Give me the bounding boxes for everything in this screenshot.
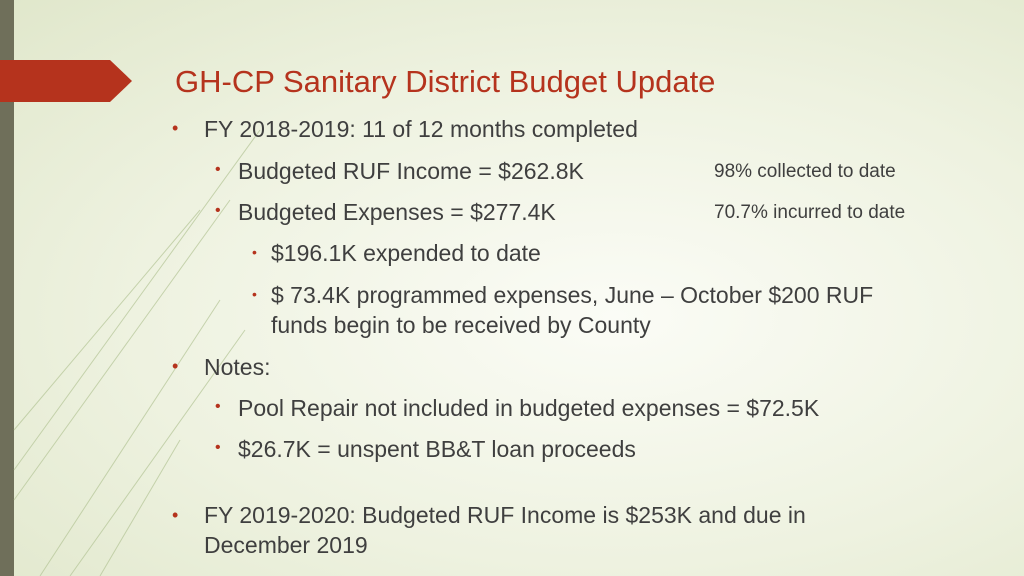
fy2018-heading: FY 2018-2019: 11 of 12 months completed	[204, 116, 638, 142]
income-note: 98% collected to date	[714, 161, 896, 182]
programmed-line-1: $ 73.4K programmed expenses, June – October $200 RUF	[271, 282, 874, 308]
fy2019-line-1: FY 2019-2020: Budgeted RUF Income is $253K and due in	[204, 502, 806, 528]
bullet-icon: •	[172, 505, 179, 525]
bullet-icon: •	[215, 161, 221, 178]
bullet-icon: •	[215, 398, 221, 415]
notes-label: Notes:	[204, 354, 271, 380]
income-line: Budgeted RUF Income = $262.8K	[238, 158, 584, 184]
programmed-line-2: funds begin to be received by County	[271, 312, 651, 338]
expenses-line: Budgeted Expenses = $277.4K	[238, 199, 556, 225]
bullet-icon: •	[215, 439, 221, 456]
bullet-icon: •	[172, 118, 179, 138]
expenses-note: 70.7% incurred to date	[714, 202, 906, 223]
title-arrow-shape	[0, 60, 132, 102]
bullet-icon: •	[252, 244, 257, 260]
fy2019-line-2: December 2019	[204, 532, 368, 558]
expended-line: $196.1K expended to date	[271, 240, 541, 266]
bullet-icon: •	[172, 356, 179, 376]
bullet-icon: •	[215, 202, 221, 219]
note-item: $26.7K = unspent BB&T loan proceeds	[238, 436, 636, 462]
note-item: Pool Repair not included in budgeted expenses = $72.5K	[238, 395, 820, 421]
slide-title: GH-CP Sanitary District Budget Update	[175, 64, 716, 99]
bullet-icon: •	[252, 286, 257, 302]
